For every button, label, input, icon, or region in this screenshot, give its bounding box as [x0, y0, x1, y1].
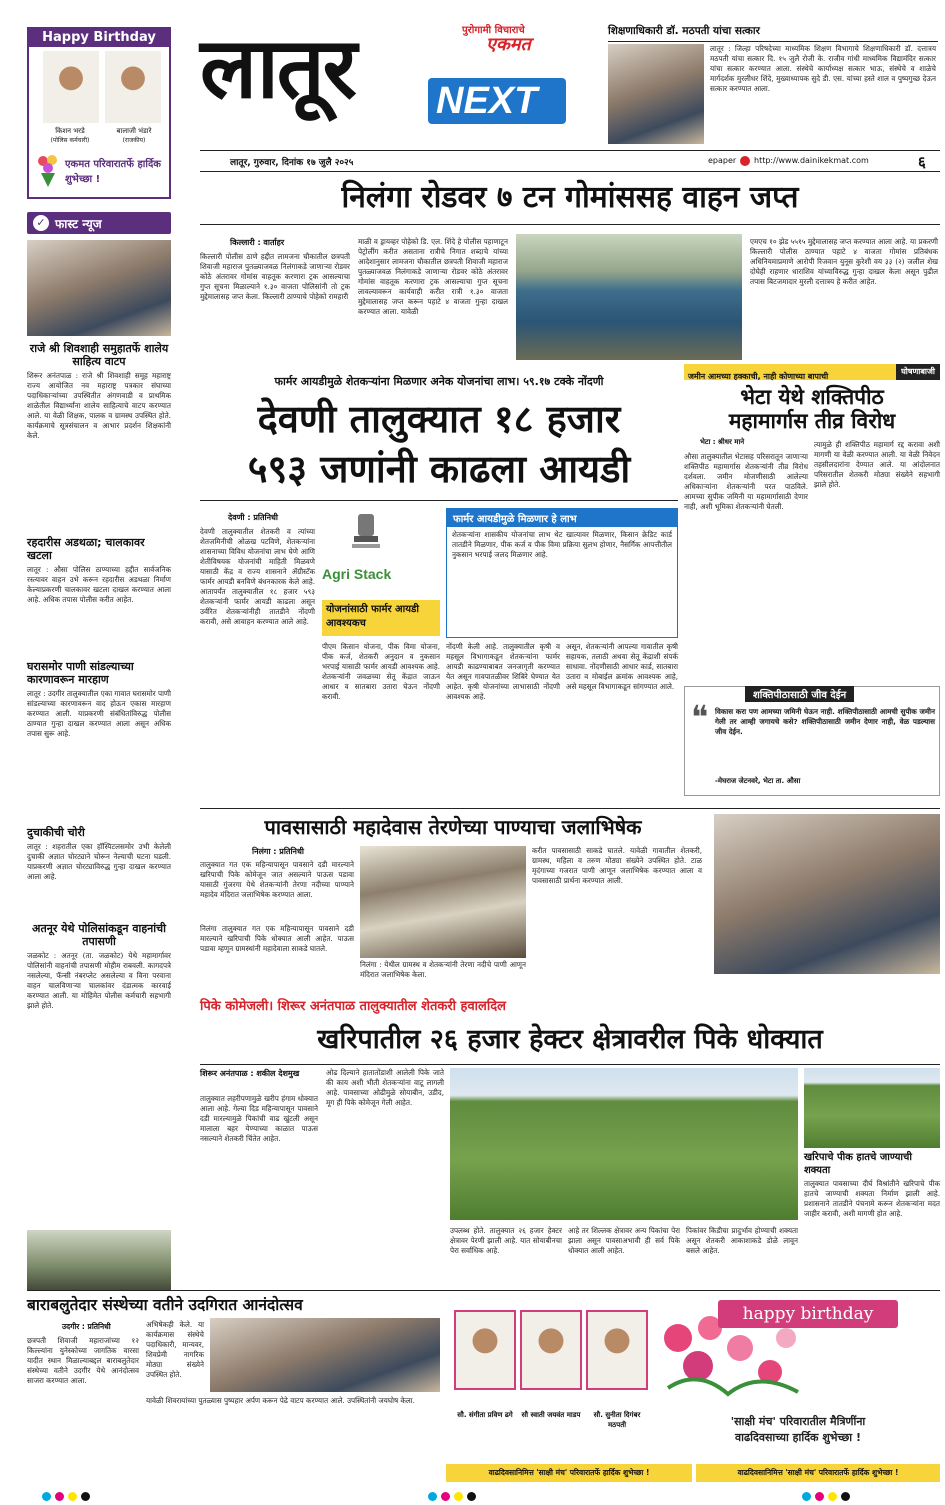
kharif-col-1: तालुक्यात लहरीपणामुळे खरीप हंगाम धोक्यात आला आहे. गेल्या दिड महिन्यापासून पावसाने दडी मारल्यामुळे पिकांची वाढ खुंटली असून मालाला बहर येण्याच्या काळात पाऊस नसल्याने शेतकरी चिंतेत आहेत.	[200, 1094, 318, 1143]
kharif-col-2: ओढ दिल्याने हातातोंडाशी आलेली पिके जाते की काय अशी भीती शेतकऱ्यांना वाटू लागली आहे. पावसाच्या ओढीमुळे सोयाबीन, उडीद, मूग ही पिके कोमेजून गेली आहेत.	[326, 1068, 444, 1107]
masthead-next-label: NEXT	[436, 80, 538, 122]
farmer-kicker: फार्मर आयडीमुळे शेतकऱ्यांना मिळणार अनेक योजनांचा लाभ। ५९.१७ टक्के नोंदणी	[274, 375, 604, 388]
kharif-byline: शिरूर अनंतपाळ : शकील देशमुख	[200, 1069, 300, 1078]
shaktipeeth-col-2: त्यामुळे ही शक्तिपीठ महामार्ग रद्द करावा अशी मागणी या वेळी करण्यात आली. या वेळी निवेदन तहसीलदारांना देण्यात आले. या आंदोलनात परिसरातील शेतकरी मोठ्या संख्येने सहभागी झाले होते.	[814, 440, 940, 489]
anandotsav-col-1: छत्रपती शिवाजी महाराजांच्या १२ किल्ल्यांना युनेस्कोच्या जागतिक वारसा यादीत स्थान मिळाल्याबद्दल बाराबलुतेदार संस्थेच्या वतीने उदगीर येथे आनंदोत्सव साजरा करण्यात आला.	[27, 1336, 139, 1385]
honour-body: लातूर : जिल्हा परिषदेच्या माध्यमिक शिक्षण विभागाचे शिक्षणाधिकारी डॉ. दत्तात्रय मठपती यांचा सत्कार दि. १५ जुलै रोजी के. राजीव गांधी माध्यमिक विद्यामंदिर सत्कार यांचा सत्कार करण्यात आला. संस्थेचे कार्याध्यक्ष सत्कार भाऊ, संस्थेचे व शाळेचे मार्गदर्शक मुरलीधर शिंदे, मुख्याध्यापक सुदे डी. एस. यांच्या हस्ते शाल व पुष्पगुच्छ देऊन सत्कार करण्यात आला.	[710, 44, 936, 93]
fast-news-item-2	[27, 536, 171, 655]
fast-news-police-photo	[27, 1230, 171, 1290]
anandotsav-photo	[210, 1318, 440, 1392]
fast-news-body-1: शिरूर अनंतपाळ : राजे श्री शिवशाही समूह महाराष्ट्र राज्य आयोजित नव महाराष्ट्र पत्रकार संघाच्या पदाधिकाऱ्यांच्या उपस्थितीत अंगणवाडी व प्राथमिक शाळेतील विद्यार्थ्यांना शालेय साहित्याचे वाटप करण्यात आले. या वेळी शिक्षक, पालक व ग्रामस्थ उपस्थित होते. कार्यक्रमाचे सूत्रसंचालन व आभार प्रदर्शन शिक्षकांनी केले.	[27, 371, 171, 440]
masthead-paper: एकमत	[486, 34, 531, 55]
shaktipeeth-headline-2: महामार्गास तीव्र विरोध	[728, 409, 896, 433]
epaper-url[interactable]: http://www.dainikekmat.com	[754, 156, 869, 165]
quote-title: शक्तिपीठासाठी जीव देईन	[745, 686, 854, 702]
benefit-body: शेतकऱ्यांना शासकीय योजनांचा लाभ थेट खात्यावर मिळणार, किसान क्रेडिट कार्ड तातडीने मिळणार, पीक कर्ज व पीक विमा प्रक्रिया सुलभ होणार, नैसर्गिक आपत्तीतील नुकसान भरपाई जलद मिळणार आहे.	[452, 530, 672, 559]
farmer-byline: देवणी : प्रतिनिधी	[228, 513, 279, 522]
lead-truck-photo	[516, 234, 742, 360]
page-number: ६	[918, 153, 926, 171]
quote-box	[684, 686, 940, 796]
fast-news-title-5: अतनूर येथे पोलिसांकडून वाहनांची तपासणी	[32, 922, 166, 948]
epaper-label: epaper	[708, 156, 737, 165]
anandotsav-col-2: अभिषेकही केले. या कार्यक्रमास संस्थेचे पदाधिकारी, मान्यवर, शिवप्रेमी नागरिक मोठ्या संख्येने उपस्थित होते.	[146, 1320, 204, 1379]
bottom-birthday-wish-1: 'साक्षी मंच' परिवारातील मैत्रिणींना	[730, 1415, 866, 1428]
quote-author: -मेघराज जेटनवरे, भेटा ता. औसा	[715, 777, 801, 785]
lead-col-1: किल्लारी पोलीस ठाणे हद्दीत लामजना चौकातील छत्रपती शिवाजी महाराज पुतळ्याजवळ निलंगाकडे जाणाऱ्या रोडवर कोठे अंतरावर गोमांस वाहतूक करणारा ट्रक आसल्याचा गुप्त सूचना मिळाल्याने १.३० वाजता पोलिसांनी तो ट्रक मुद्देमालासह जप्त केला. किल्लारी ठाण्याचे पोहेको रामहारी	[200, 252, 350, 301]
agristack-logo: Agri Stack	[322, 566, 392, 582]
anandotsav-byline: उदगीर : प्रतिनिधी	[62, 1322, 111, 1331]
kharif-kicker: पिके कोमेजली। शिरूर अनंतपाळ तालुक्यातील शेतकरी हवालदिल	[200, 999, 506, 1014]
fast-news-body-3: लातूर : उदगीर तालुक्यातील एका गावात घरासमोर पाणी सांडल्याच्या कारणावरून वाद होऊन एकास मारहाण करण्यात आली. याप्रकरणी संबंधितांविरुद्ध पोलीस ठाण्यात गुन्हा दाखल करण्यात आला असून अधिक तपास सुरू आहे.	[27, 689, 171, 738]
kharif-box-photo	[804, 1068, 940, 1148]
mahadev-col-3: करीत पावसासाठी साकडे घातले. यावेळी गावातील शेतकरी, ग्रामस्थ, महिला व तरुण मोठ्या संख्येने उपस्थित होते. टाळ मृदंगाच्या गजरात पाणी आणून जलाभिषेक करण्यात आला व पावसासाठी प्रार्थना करण्यात आली.	[532, 846, 702, 885]
dateline: लातूर, गुरुवार, दिनांक १७ जुलै २०२५	[230, 158, 354, 168]
quote-mark-icon: ❝	[691, 698, 709, 736]
emblem-icon	[346, 510, 386, 556]
shaktipeeth-byline: भेटा : श्रीधर माने	[700, 438, 745, 446]
birthday-wish: एकमत परिवारातर्फे हार्दिक शुभेच्छा !	[65, 159, 161, 185]
bottom-birthday-name-3: सौ. सुनीता दिगंबर मठपती	[593, 1411, 641, 1429]
benefit-title: फार्मर आयडीमुळे मिळणार हे लाभ	[447, 509, 677, 527]
birthday-photo-2	[105, 51, 161, 123]
birthday-name-2: बालाजी भंडारे	[116, 127, 152, 135]
honour-photo	[608, 44, 704, 144]
mahadev-headline: पावसासाठी महादेवास तेरणेच्या पाण्याचा जलाभिषेक	[264, 815, 642, 839]
farmer-col-1: देवणी तालुक्यातील शेतकरी व त्यांच्या शेतजमिनीची ओळख पटविणे, शेतकऱ्यांना शासनाच्या विविध योजनांचा लाभ घेणे आणि शेतीविषयक योजनांची माहिती मिळवणे यासाठी केंद्र व राज्य शासनाने ॲग्रीस्टॅक फार्मर आयडी बनविणे बंधनकारक केले आहे. आतापर्यंत तालुक्यातील १८ हजार ५९३ शेतकऱ्यांनी फार्मर आयडी काढला असून उर्वरित शेतकऱ्यांनीही तातडीने नोंदणी करावी, असे आवाहन करण्यात आले आहे.	[200, 527, 315, 626]
flower-bouquet-icon	[35, 153, 61, 189]
birthday-name-1: किशन भरडे	[55, 127, 85, 135]
bottom-birthday-wish-2: वाढदिवसाच्या हार्दिक शुभेच्छा !	[735, 1431, 861, 1444]
fast-news-heading: फास्ट न्यूज	[55, 217, 102, 231]
birthday-role-2: (राजकीय)	[122, 137, 146, 144]
bottom-birthday-box	[446, 1296, 940, 1484]
bottom-birthday-name-2: सौ स्वाती जयवंत माडप	[521, 1411, 581, 1419]
fast-news-body-2: लातूर : औसा पोलिस ठाण्याच्या हद्दीत सार्वजनिक रस्त्यावर वाहन उभे करून रहदारीस अडथळा निर्माण केल्याप्रकरणी चालकावर खटला दाखल करण्यात आला आहे. अधिक तपास पोलीस करीत आहेत.	[27, 565, 171, 604]
birthday-heading: Happy Birthday	[29, 29, 169, 47]
bottom-birthday-photo-3	[586, 1310, 648, 1390]
mahadev-caption: निलंगा : येथील ग्रामस्थ व शेतकऱ्यांनी तेरणा नदीचे पाणी आणून मंदिरात जलाभिषेक केला.	[360, 960, 526, 979]
farmer-subhead: योजनांसाठी फार्मर आयडी आवश्यकच	[326, 604, 419, 629]
fast-news-heading-bar	[27, 212, 171, 234]
farmer-headline-2: ५९३ जणांनी काढला आयडी	[247, 447, 631, 491]
fast-news-item-5	[27, 922, 171, 1251]
farmer-col-3: नोंदणी केली आहे. तालुक्यातील कृषी व महसूल विभागाकडून शेतकऱ्यांना फार्मर आयडी काढण्याबाबत जनजागृती करण्यात येत असून गावपातळीवर शिबिरे घेण्यात येत आहेत. कृषी योजनांच्या लाभासाठी नोंदणी आवश्यक आहे.	[446, 642, 560, 701]
birthday-role-1: (पोलिस कर्मचारी)	[50, 137, 90, 144]
fast-news-body-4: लातूर : शहरातील एका हॉस्पिटलसमोर उभी केलेली दुचाकी अज्ञात चोरट्याने चोरून नेल्याची घटना घडली. याप्रकरणी अज्ञात चोरट्याविरुद्ध गुन्हा दाखल करण्यात आला आहे.	[27, 842, 171, 881]
bottom-birthday-footer-left: वाढदिवसानिमित्त 'साक्षी मंच' परिवारातर्फे हार्दिक शुभेच्छा !	[446, 1464, 692, 1482]
fast-news-body-5: जळकोट : अतनूर (ता. जळकोट) येथे महामार्गावर पोलिसांनी वाहनांची तपासणी मोहीम राबवली. कागदपत्रे नसलेल्या, फॅन्सी नंबरप्लेट असलेल्या व विना परवाना वाहन चालविणाऱ्या चालकांवर दंडात्मक कारवाई करण्यात आली. या मोहिमेत पोलीस कर्मचारी सहभागी झाले होते.	[27, 951, 171, 1010]
mahadev-side-photo	[714, 814, 940, 974]
lead-col-3: एमएच १० झेड ५५१५ मुद्देमालासह जप्त करण्यात आला आहे. या प्रकरणी किल्लारी पोलीस ठाण्यात पहाटे ४ वाजता गोमांस प्रतिबंधक अधिनियमाप्रमाणे आरोपी रिजवान युनूस कुरेशी वय ३३ (२) जलील शेख दोघेही राहणार धाराशिव यांच्याविरुद्ध गुन्हा दाखल केला असून पुढील तपास बिटजमादार मुरली दत्तात्रय हे करीत आहेत.	[750, 237, 938, 286]
globe-icon	[740, 156, 750, 166]
shaktipeeth-banner-tag: घोषणाबाजी	[896, 364, 940, 380]
mahadev-photo	[360, 846, 526, 958]
kharif-col-3: उपलब्ध होते. तालुक्यात २६ हजार हेक्टर क्षेत्रावर पेरणी झाली आहे. यात सोयाबीनचा पेरा सर्वाधिक आहे.	[450, 1226, 562, 1255]
birthday-box	[27, 27, 171, 199]
kharif-headline: खरिपातील २६ हजार हेक्टर क्षेत्रावरील पिके धोक्यात	[317, 1024, 823, 1055]
fast-news-title-2: रहदारीस अडथळा; चालकावर खटला	[27, 536, 145, 562]
bottom-birthday-footer-right: वाढदिवसानिमित्त 'साक्षी मंच' परिवारातर्फे हार्दिक शुभेच्छा !	[696, 1464, 940, 1482]
lead-headline: निलंगा रोडवर ७ टन गोमांससह वाहन जप्त	[341, 180, 799, 215]
kharif-col-4: आहे तर शिल्लक क्षेत्रावर अन्य पिकांचा पेरा झाला असून पावसाअभावी ही सर्व पिके धोक्यात आली आहेत.	[568, 1226, 680, 1255]
fast-news-icon: ✓	[33, 215, 49, 231]
shaktipeeth-headline-1: भेटा येथे शक्तिपीठ	[740, 385, 884, 409]
shaktipeeth-banner-text: जमीन आमच्या हक्काची, नाही कोणाच्या बापाची	[688, 372, 829, 381]
fast-news-item-1	[27, 342, 171, 531]
fast-news-title-1: राजे श्री शिवशाही समुहातर्फे शालेय साहित्य वाटप	[29, 342, 169, 368]
happy-birthday-banner	[718, 1300, 898, 1328]
bottom-birthday-photo-2	[520, 1310, 582, 1390]
farmer-subhead-box	[322, 600, 440, 636]
farmer-col-2: पीएम किसान योजना, पीक विमा योजना, पीक कर्ज, शेतकरी अनुदान व नुकसान भरपाई यासाठी फार्मर आयडी आवश्यक आहे. शेतकऱ्यांनी जवळच्या सेतू केंद्रात जाऊन आधार व सातबारा उतारा घेऊन नोंदणी करावी.	[322, 642, 440, 701]
fast-news-title-3: घरासमोर पाणी सांडल्याच्या कारणावरून मारहाण	[27, 660, 134, 686]
kharif-col-5: पिकांवर किडीचा प्रादुर्भाव होण्याची शक्यता असून शेतकरी आकाशाकडे डोळे लावून बसले आहेत.	[686, 1226, 798, 1255]
fast-news-item-4	[27, 826, 171, 922]
birthday-photo-1	[43, 51, 99, 123]
anandotsav-col-3: यावेळी शिवरायांच्या पुतळ्यास पुष्पहार अर्पण करून पेढे वाटप करण्यात आले. उपस्थितांनी जयघोष केला.	[146, 1396, 415, 1405]
kharif-box	[804, 1068, 940, 1280]
mahadev-col-1: तालुक्यात गत एक महिन्यापासून पावसाने दडी मारल्याने खरिपाची पिके कोमेजून जात असल्याने पाऊस पडावा यासाठी गुंजरगा येथे शेतकऱ्यांनी तेरणा नदीच्या पाण्याने महादेव मंदिरात जलाभिषेक करण्यात आला.	[200, 860, 354, 899]
registration-marks-left	[40, 1486, 92, 1505]
bottom-birthday-photo-1	[454, 1310, 516, 1390]
anandotsav-headline: बाराबलुतेदार संस्थेच्या वतीने उदगिरात आनंदोत्सव	[27, 1296, 303, 1314]
mahadev-col-2: निलंगा तालुक्यात गत एक महिन्यापासून पावसाने दडी मारल्याने खरिपाची पिके धोक्यात आली आहेत. पाऊस पडावा म्हणून ग्रामस्थांनी महादेवाला साकडे घातले.	[200, 924, 354, 953]
fast-news-title-4: दुचाकीची चोरी	[27, 826, 85, 839]
honour-title: शिक्षणाधिकारी डॉ. मठपती यांचा सत्कार	[608, 24, 938, 42]
fast-news-photo	[27, 240, 171, 336]
lead-col-2: माळी व ड्रायव्हर पोहेको डि. एल. शिंदे हे पोलीस पहाणाटून पेट्रोलींग करीत असताना रात्रीचे निगात शब्दाचे यांच्या आदेशानुसार लामजना चौकातील छत्रपती शिवाजी महाराज पुतळ्याजवळ निलंगाकडे जाणाऱ्या रोडवर कोठे अंतरावर गोमांस वाहतूक करणारा ट्रक आसल्याचा गुप्त सूचना लावल्यावरून कार्यवाही करीत रात्री १.३० वाजता मुद्देमालासह जप्त करून पहाटे ४ वाजता गुन्हा दाखल करण्यात आला. यावेळी	[358, 237, 508, 316]
registration-marks-center	[426, 1486, 478, 1505]
happy-birthday-text: happy birthday	[742, 1304, 874, 1324]
kharif-box-body: तालुक्यात पावसाच्या दीर्घ विश्रांतीने खरिपाचे पीक हातचे जाण्याची शक्यता निर्माण झाली आहे. प्रशासनाने तातडीने पंचनामे करून शेतकऱ्यांना मदत जाहीर करावी, अशी मागणी होत आहे.	[804, 1179, 940, 1218]
farmer-headline-1: देवणी तालुक्यात १८ हजार	[257, 397, 621, 441]
benefit-box	[446, 508, 678, 638]
masthead-brand: लातूर	[200, 19, 355, 117]
bottom-birthday-name-1: सौ. संगीता प्रविण ढगे	[457, 1411, 513, 1419]
mahadev-byline: निलंगा : प्रतिनिधी	[252, 847, 304, 856]
dateline-bar	[200, 150, 940, 172]
fast-news-item-3	[27, 660, 171, 819]
honour-box	[608, 24, 938, 146]
quote-body: विकास करा पण आमच्या जमिनी घेऊन नाही. शक्तिपीठासाठी आमची सुपीक जमीन गेली तर आम्ही जगायचे कसे? शक्तिपीठासाठी जमीन देणार नाही, वेळ पडल्यास जीव देईन.	[715, 707, 935, 736]
farmer-col-4: असून, शेतकऱ्यांनी आपल्या गावातील कृषी सहायक, तलाठी अथवा सेतू केंद्राशी संपर्क साधावा. नोंदणीसाठी आधार कार्ड, सातबारा उतारा व मोबाईल क्रमांक आवश्यक आहे, असे महसूल विभागाकडून सांगण्यात आले.	[566, 642, 678, 691]
registration-marks-right	[800, 1486, 852, 1505]
shaktipeeth-banner	[684, 364, 940, 380]
shaktipeeth-col-1: औसा तालुक्यातील भेटासह परिसरातून जाणाऱ्या शक्तिपीठ महामार्गास शेतकऱ्यांनी तीव्र विरोध दर्शवला. जमीन मोजणीसाठी आलेल्या अधिकाऱ्यांना शेतकऱ्यांनी परत पाठविले. आमच्या सुपीक जमिनी या महामार्गासाठी देणार नाही, अशी भूमिका शेतकऱ्यांनी घेतली.	[684, 452, 808, 511]
kharif-field-photo	[450, 1068, 798, 1220]
masthead-tagline: पुरोगामी विचाराचे	[462, 25, 525, 36]
lead-byline: किल्लारी : वार्ताहर	[230, 238, 285, 247]
kharif-box-title: खरिपाचे पीक हातचे जाण्याची शक्यता	[804, 1152, 912, 1176]
